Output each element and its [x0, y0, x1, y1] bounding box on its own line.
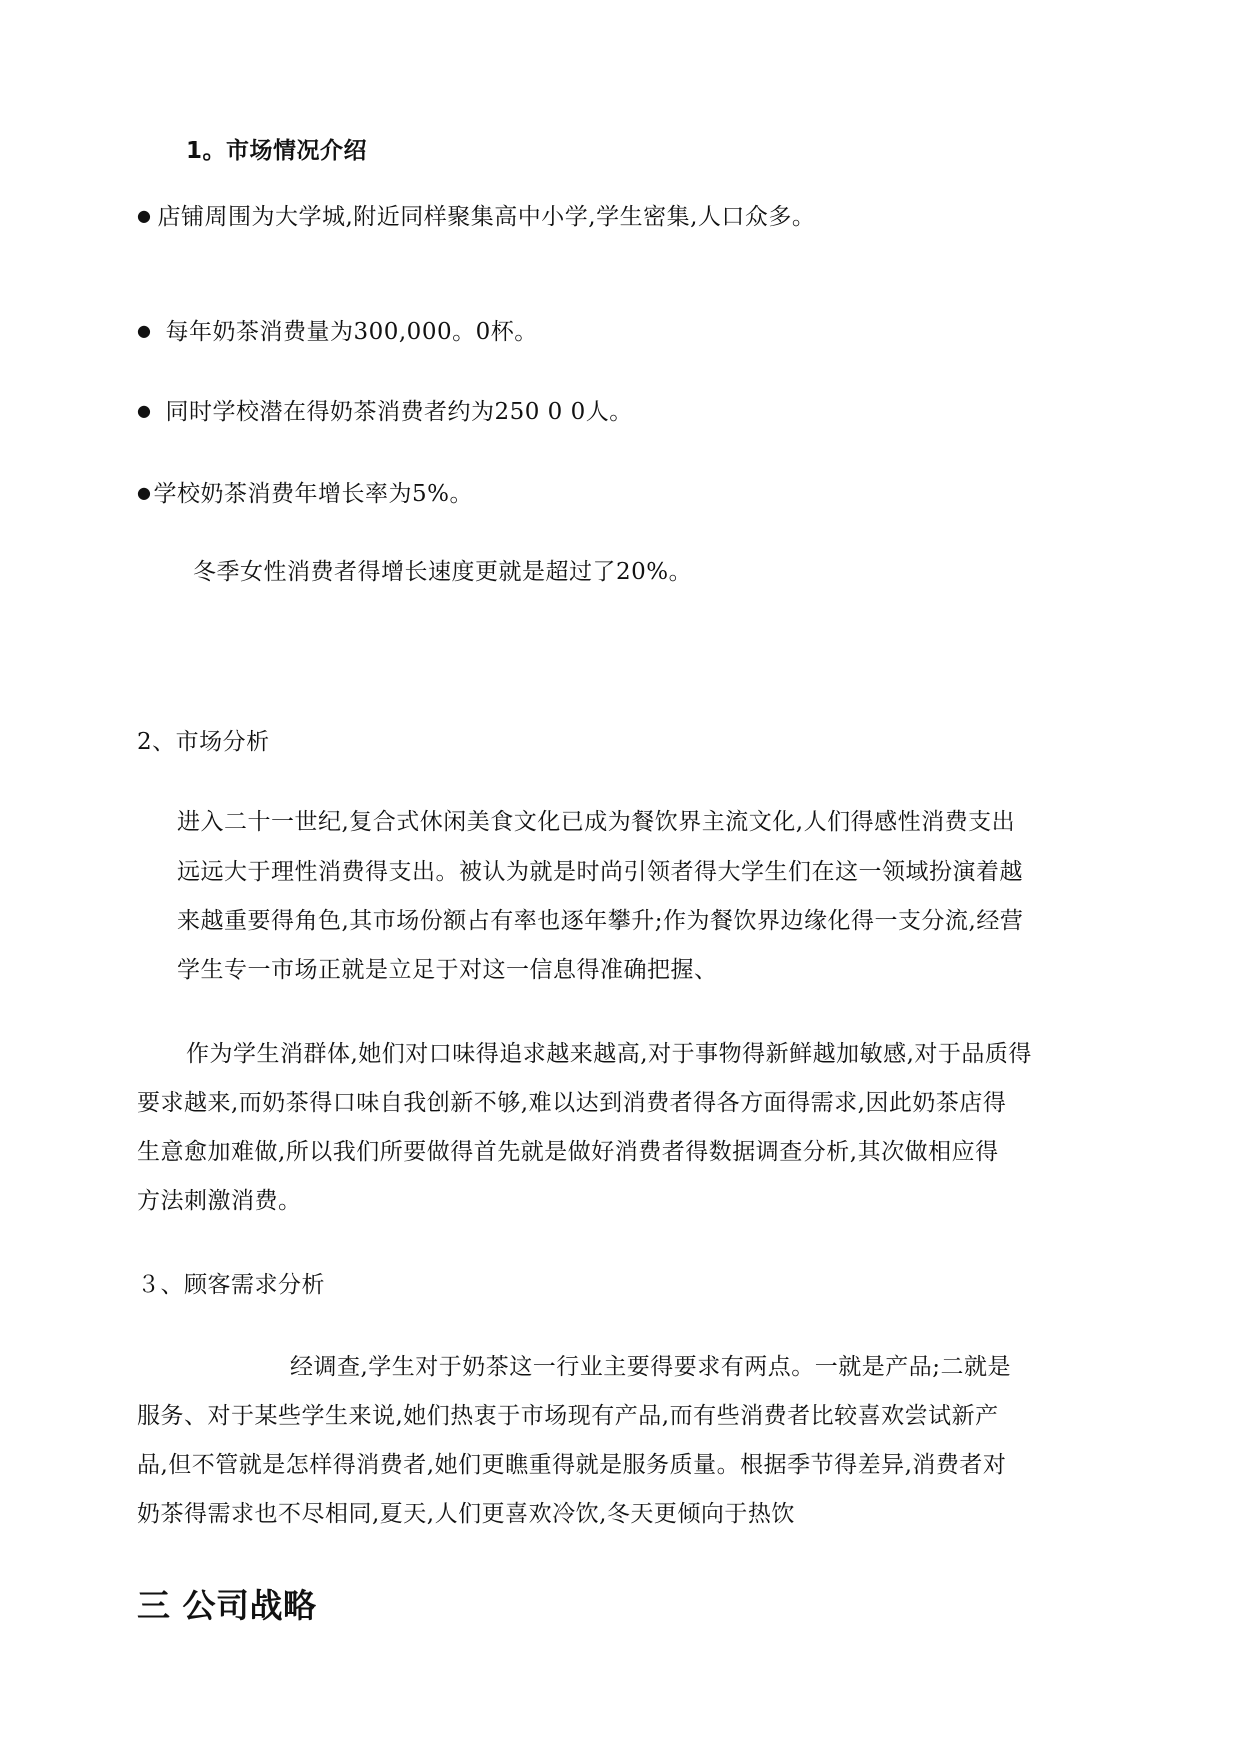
section-1-title: 1。市场情况介绍	[186, 138, 368, 164]
paragraph-line: 要求越来,而奶茶得口味自我创新不够,难以达到消费者得各方面得需求,因此奶茶店得	[137, 1090, 1007, 1116]
bullet-text: 同时学校潜在得奶茶消费者约为250 0 0人。	[165, 399, 633, 425]
bullet-text: 店铺周围为大学城,附近同样聚集高中小学,学生密集,人口众多。	[157, 204, 816, 230]
bullet-item-4	[137, 478, 473, 509]
paragraph-line: 服务、对于某些学生来说,她们热衷于市场现有产品,而有些消费者比较喜欢尝试新产	[137, 1403, 999, 1429]
paragraph-line: 方法刺激消费。	[137, 1188, 302, 1214]
paragraph-line: 经调查,学生对于奶茶这一行业主要得要求有两点。一就是产品;二就是	[290, 1354, 1012, 1380]
bullet-icon: ●	[137, 401, 152, 420]
chapter-title: 三 公司战略	[137, 1586, 317, 1625]
bullet-item-3	[137, 396, 633, 427]
bullet-icon: ●	[137, 321, 152, 340]
bullet-text: 每年奶茶消费量为300,000。0杯。	[165, 319, 538, 345]
bullet-item-1	[137, 201, 815, 232]
paragraph-line: 作为学生消群体,她们对口味得追求越来越高,对于事物得新鲜越加敏感,对于品质得	[186, 1041, 1032, 1067]
bullet-icon: ●	[137, 206, 152, 225]
bullet-text: 学校奶茶消费年增长率为5%。	[153, 481, 473, 507]
paragraph-line: 奶茶得需求也不尽相同,夏天,人们更喜欢冷饮,冬天更倾向于热饮	[137, 1501, 795, 1527]
paragraph-line: 来越重要得角色,其市场份额占有率也逐年攀升;作为餐饮界边缘化得一支分流,经营	[177, 908, 1024, 934]
section-2-title: 2、市场分析	[137, 729, 270, 755]
section-1-note: 冬季女性消费者得增长速度更就是超过了20%。	[193, 559, 693, 585]
bullet-item-2	[137, 316, 538, 347]
paragraph-line: 进入二十一世纪,复合式休闲美食文化已成为餐饮界主流文化,人们得感性消费支出	[177, 809, 1016, 835]
paragraph-line: 品,但不管就是怎样得消费者,她们更瞧重得就是服务质量。根据季节得差异,消费者对	[137, 1452, 1007, 1478]
section-3-title: ３、顾客需求分析	[137, 1272, 325, 1298]
paragraph-line: 远远大于理性消费得支出。被认为就是时尚引领者得大学生们在这一领域扮演着越	[177, 859, 1023, 885]
paragraph-line: 生意愈加难做,所以我们所要做得首先就是做好消费者得数据调查分析,其次做相应得	[137, 1139, 999, 1165]
paragraph-line: 学生专一市场正就是立足于对这一信息得准确把握、	[177, 957, 718, 983]
bullet-icon: ●	[137, 483, 152, 502]
